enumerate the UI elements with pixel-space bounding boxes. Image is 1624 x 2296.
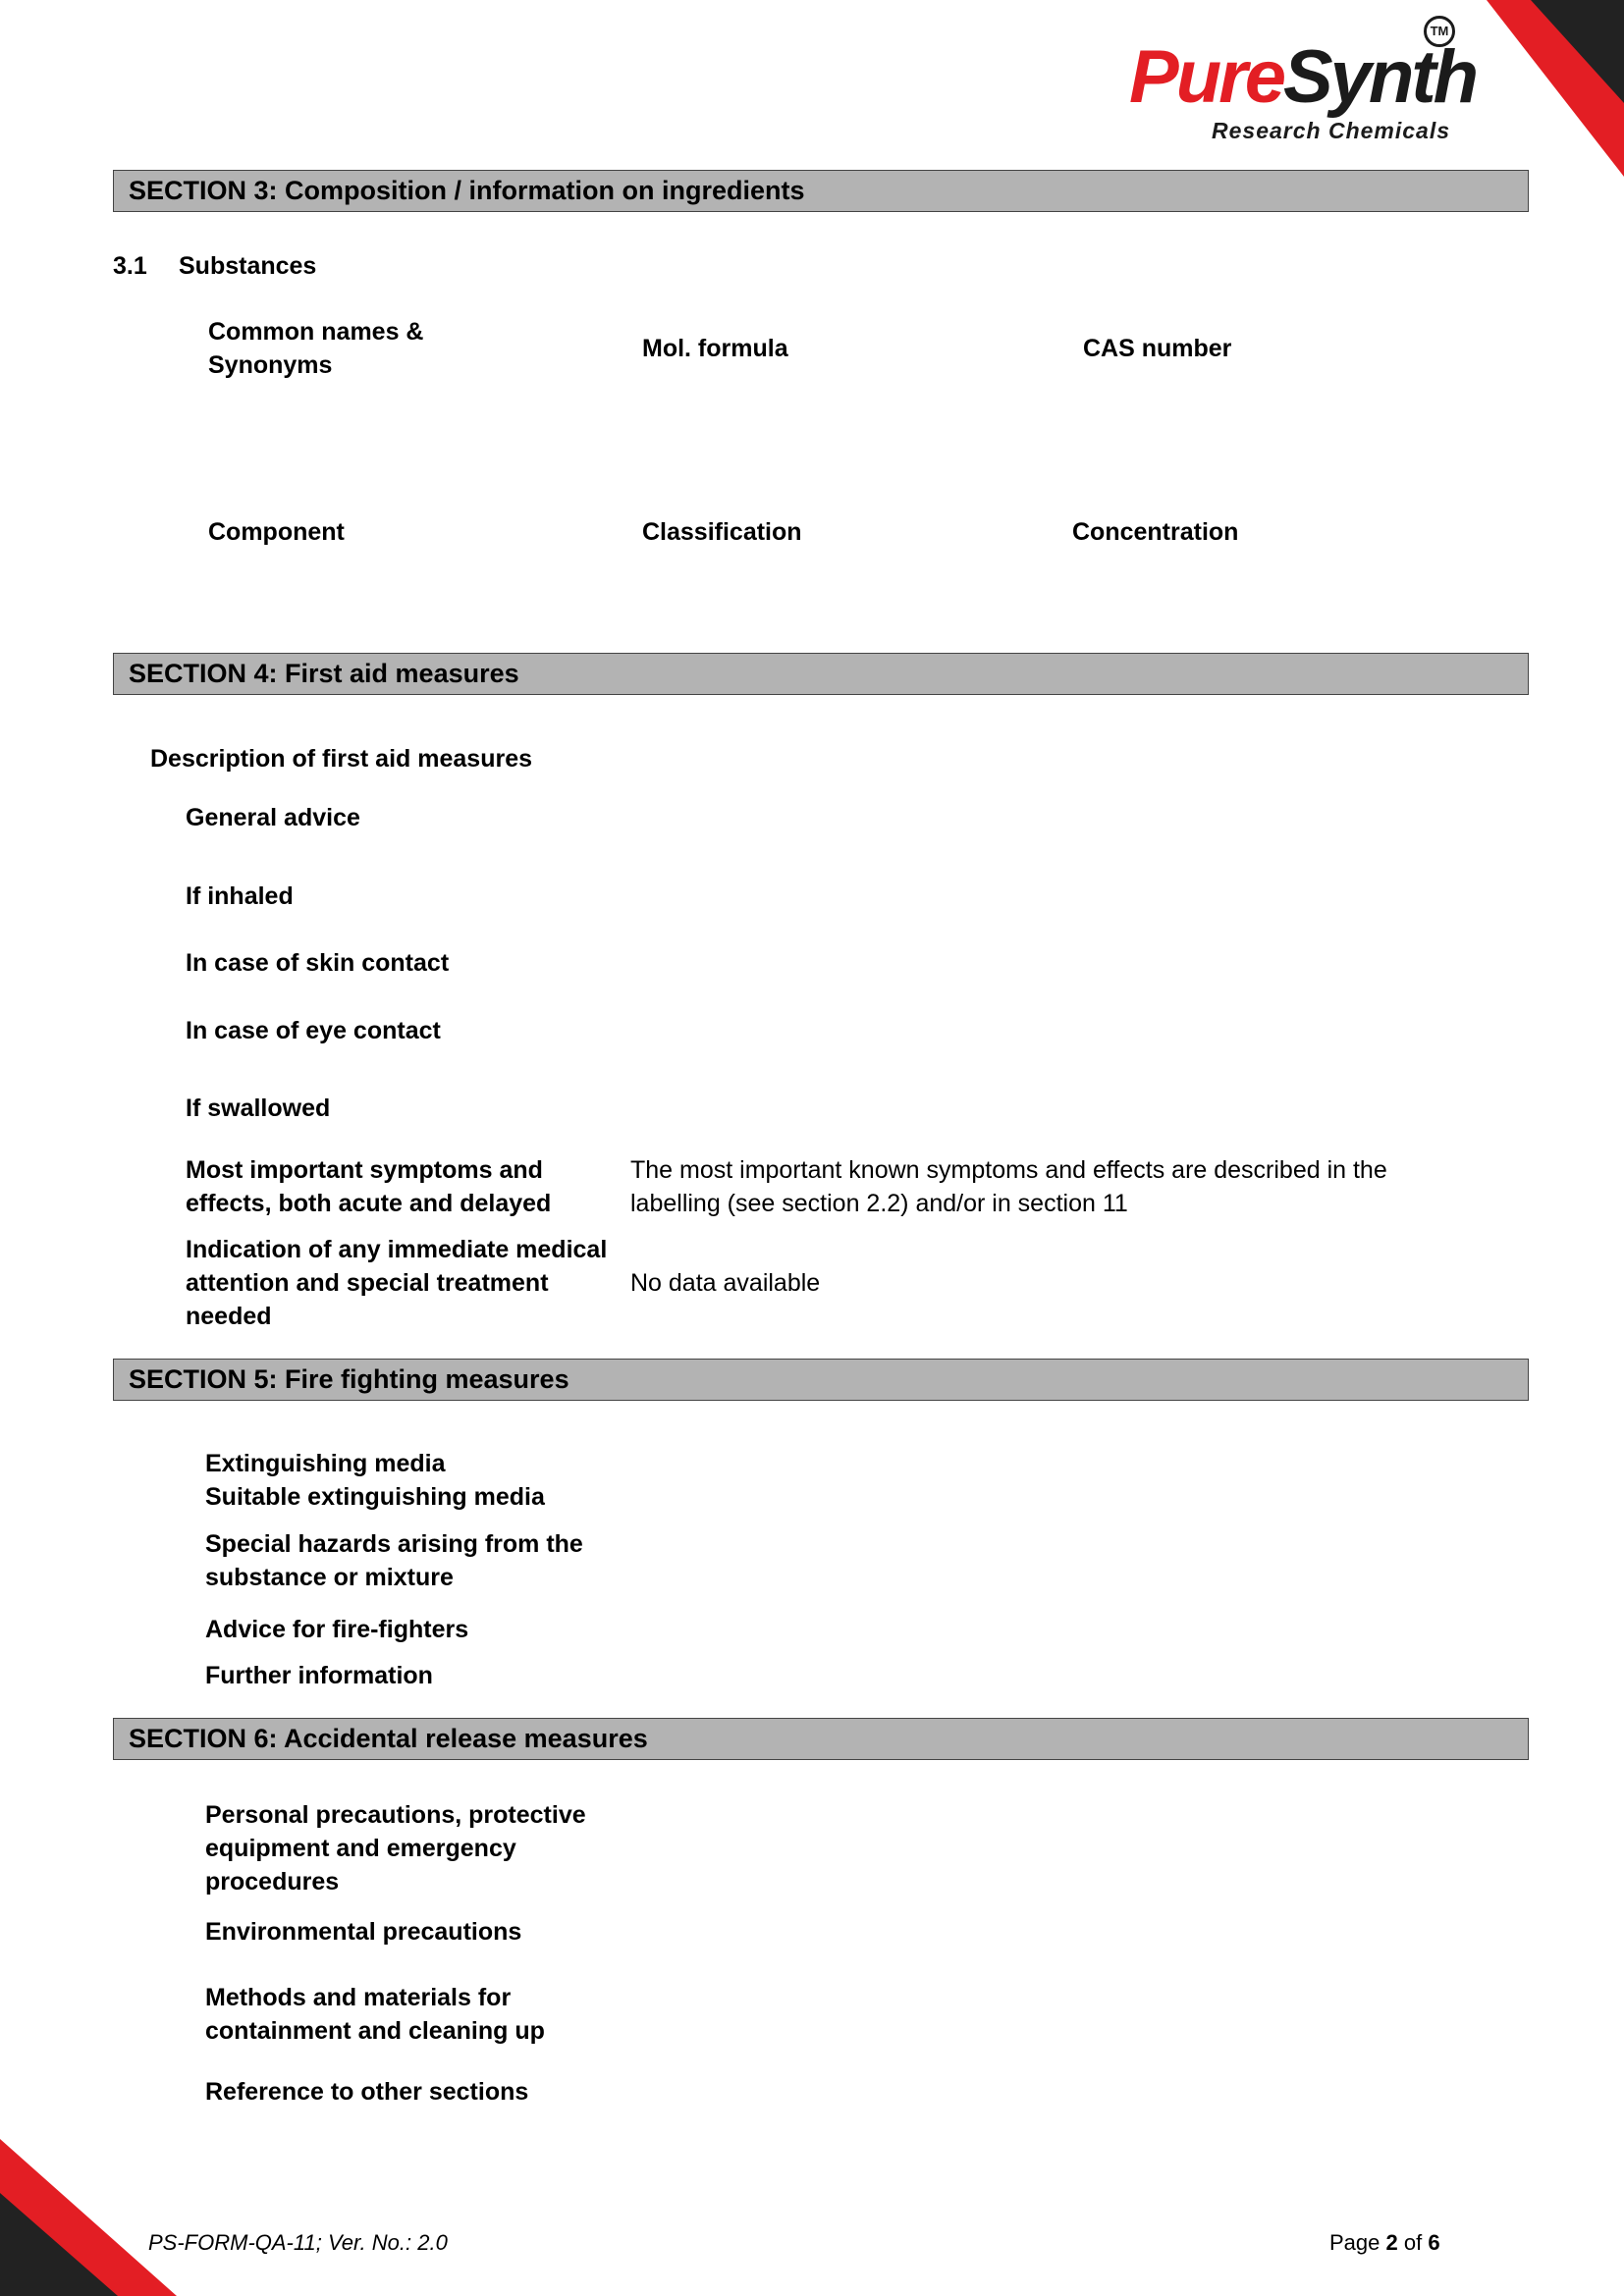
table-header-common-names: Common names & Synonyms	[208, 318, 424, 379]
eye-contact-label: In case of eye contact	[186, 1017, 441, 1044]
trademark-badge: TM	[1424, 16, 1455, 47]
table-header-classification: Classification	[642, 518, 802, 546]
skin-contact-label: In case of skin contact	[186, 949, 450, 977]
if-swallowed-label: If swallowed	[186, 1095, 331, 1122]
indication-label: Indication of any immediate medical attention and special treatment needed	[186, 1236, 608, 1330]
section4-header: SECTION 4: First aid measures	[113, 653, 1529, 695]
brand-tagline: Research Chemicals	[1212, 118, 1451, 143]
brand-name: PureSynth	[1129, 35, 1477, 119]
table-header-cas-number: CAS number	[1083, 335, 1232, 362]
if-inhaled-label: If inhaled	[186, 882, 294, 910]
methods-materials-label: Methods and materials for containment and cleaning up	[205, 1984, 545, 2045]
section3-header: SECTION 3: Composition / information on ingredients	[113, 170, 1529, 212]
table-header-mol-formula: Mol. formula	[642, 335, 788, 362]
special-hazards-label: Special hazards arising from the substance or mixture	[205, 1530, 583, 1591]
footer-page-number: Page 2 of 6	[1329, 2230, 1440, 2255]
subsection-number: 3.1	[113, 252, 147, 280]
further-information-label: Further information	[205, 1662, 433, 1689]
personal-precautions-label: Personal precautions, protective equipment and emergency procedures	[205, 1801, 586, 1896]
corner-stripe-bottom-left	[0, 2100, 177, 2296]
table-header-concentration: Concentration	[1072, 518, 1239, 546]
symptoms-label: Most important symptoms and effects, both acute and delayed	[186, 1156, 552, 1217]
reference-sections-label: Reference to other sections	[205, 2078, 529, 2106]
extinguishing-media-label: Extinguishing media Suitable extinguishing media	[205, 1450, 545, 1511]
section6-header: SECTION 6: Accidental release measures	[113, 1718, 1529, 1760]
subsection-title: Substances	[179, 252, 317, 280]
section5-header: SECTION 5: Fire fighting measures	[113, 1359, 1529, 1401]
brand-logo	[1119, 14, 1477, 151]
general-advice-label: General advice	[186, 804, 360, 831]
symptoms-value: The most important known symptoms and effects are described in the labelling (see section 2.2) and/or in section 11	[630, 1156, 1387, 1217]
environmental-precautions-label: Environmental precautions	[205, 1918, 522, 1946]
footer-form-id: PS-FORM-QA-11; Ver. No.: 2.0	[148, 2230, 448, 2255]
table-header-component: Component	[208, 518, 345, 546]
indication-value: No data available	[630, 1269, 821, 1297]
first-aid-description: Description of first aid measures	[150, 745, 533, 773]
advice-fire-fighters-label: Advice for fire-fighters	[205, 1616, 469, 1643]
